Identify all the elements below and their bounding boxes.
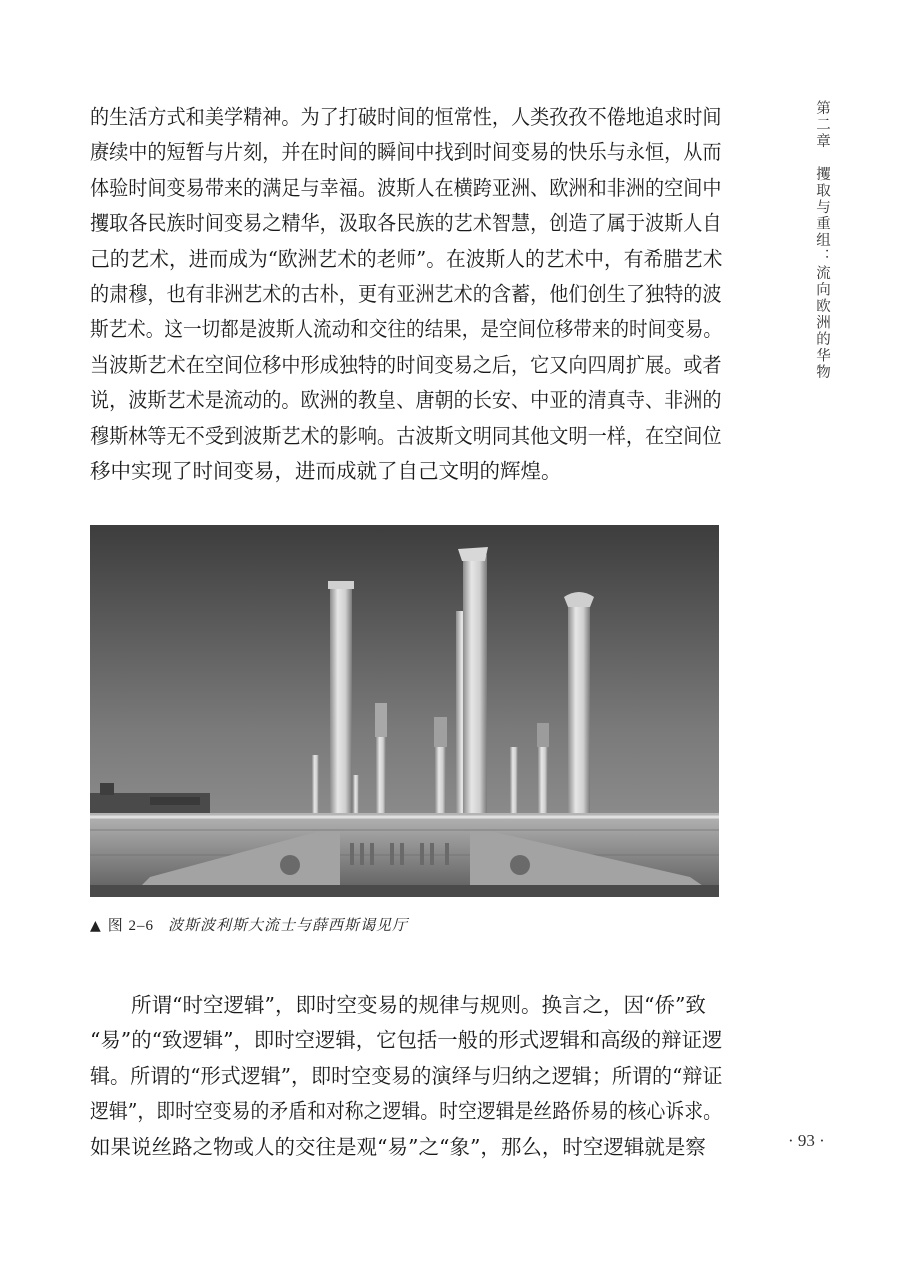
text-line: 移中实现了时间变易，进而成就了自己文明的辉煌。 xyxy=(90,459,562,484)
figure-caption xyxy=(90,914,408,935)
text-line: 辑。所谓的“形式逻辑”，即时空变易的演绎与归纳之逻辑；所谓的“辩证 xyxy=(90,1063,723,1088)
triangle-marker-icon: ▲ xyxy=(90,918,102,934)
text-line: 穆斯林等无不受到波斯艺术的影响。古波斯文明同其他文明一样，在空间位 xyxy=(90,423,722,448)
chapter-running-head: 第二章 攫取与重组：流向欧洲的华物 xyxy=(814,100,830,381)
text-line: 当波斯艺术在空间位移中形成独特的时间变易之后，它又向四周扩展。或者 xyxy=(90,352,722,377)
persepolis-columns-photo xyxy=(90,525,719,897)
body-paragraph-1 xyxy=(90,100,722,489)
text-line: 逻辑”，即时空变易的矛盾和对称之逻辑。时空逻辑是丝路侨易的核心诉求。 xyxy=(90,1099,722,1124)
text-line: “易”的“致逻辑”，即时空逻辑，它包括一般的形式逻辑和高级的辩证逻 xyxy=(90,1028,723,1053)
body-paragraph-2 xyxy=(90,988,722,1165)
page-number: · 93 · xyxy=(788,1131,825,1150)
figure-photo xyxy=(90,525,719,897)
text-line: 体验时间变易带来的满足与幸福。波斯人在横跨亚洲、欧洲和非洲的空间中 xyxy=(90,175,722,200)
text-line: 所谓“时空逻辑”，即时空变易的规律与规则。换言之，因“侨”致 xyxy=(131,993,706,1017)
text-line: 说，波斯艺术是流动的。欧洲的教皇、唐朝的长安、中亚的清真寺、非洲的 xyxy=(90,388,722,413)
text-line: 斯艺术。这一切都是波斯人流动和交往的结果，是空间位移带来的时间变易。 xyxy=(90,317,722,342)
figure-caption-text: 波斯波利斯大流士与薛西斯谒见厅 xyxy=(168,916,409,934)
text-line: 攫取各民族时间变易之精华，汲取各民族的艺术智慧，创造了属于波斯人自 xyxy=(90,211,722,236)
text-line: 赓续中的短暂与片刻，并在时间的瞬间中找到时间变易的快乐与永恒，从而 xyxy=(90,140,722,165)
text-line: 的肃穆，也有非洲艺术的古朴，更有亚洲艺术的含蓄，他们创生了独特的波 xyxy=(90,282,722,307)
text-line: 的生活方式和美学精神。为了打破时间的恒常性，人类孜孜不倦地追求时间 xyxy=(90,105,722,129)
text-line: 如果说丝路之物或人的交往是观“易”之“象”，那么，时空逻辑就是察 xyxy=(90,1134,706,1159)
figure-number: 图 2–6 xyxy=(107,918,155,934)
text-line: 己的艺术，进而成为“欧洲艺术的老师”。在波斯人的艺术中，有希腊艺术 xyxy=(90,246,723,271)
